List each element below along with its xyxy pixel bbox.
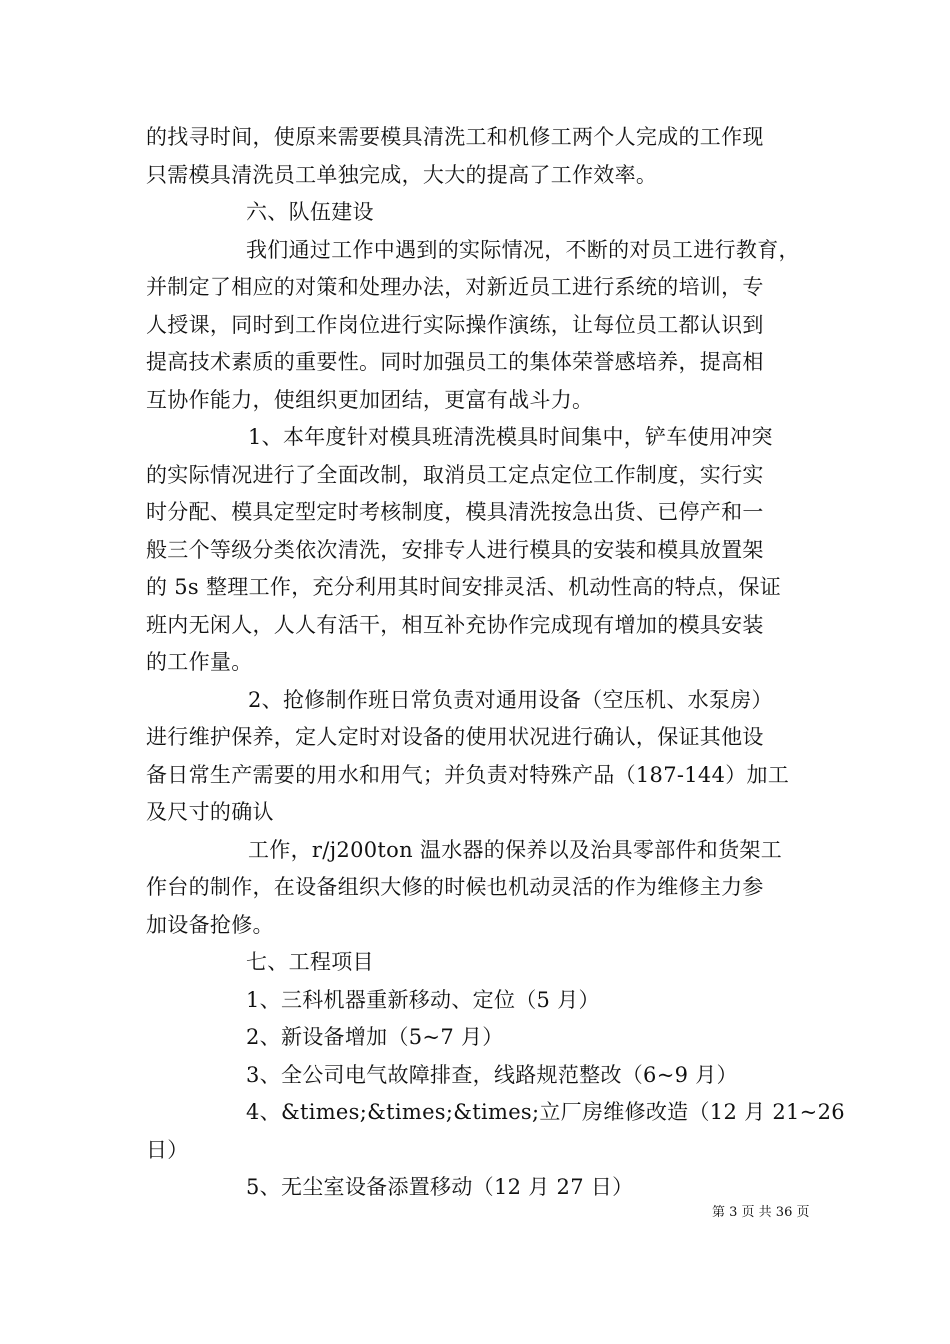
body-line: 的工作量。	[146, 650, 253, 674]
body-line: 作台的制作，在设备组织大修的时候也机动灵活的作为维修主力参	[146, 875, 764, 899]
list-item: 5、无尘室设备添置移动（12 月 27 日）	[246, 1175, 634, 1199]
body-line: 备日常生产需要的用水和用气；并负责对特殊产品（187-144）加工	[146, 763, 790, 787]
body-line: 提高技术素质的重要性。同时加强员工的集体荣誉感培养，提高相	[146, 350, 764, 374]
body-line: 的找寻时间，使原来需要模具清洗工和机修工两个人完成的工作现	[146, 125, 764, 149]
body-line: 加设备抢修。	[146, 913, 274, 937]
body-line: 我们通过工作中遇到的实际情况，不断的对员工进行教育，	[246, 238, 800, 262]
body-line: 只需模具清洗员工单独完成，大大的提高了工作效率。	[146, 163, 658, 187]
body-line: 的实际情况进行了全面改制，取消员工定点定位工作制度，实行实	[146, 463, 764, 487]
page-number: 第 3 页 共 36 页	[712, 1205, 810, 1220]
body-line: 时分配、模具定型定时考核制度，模具清洗按急出货、已停产和一	[146, 500, 764, 524]
body-line: 的 5s 整理工作，充分利用其时间安排灵活、机动性高的特点，保证	[146, 575, 782, 599]
list-item: 4、&times;&times;&times;立厂房维修改造（12 月 21~26	[246, 1100, 845, 1124]
body-line: 进行维护保养，定人定时对设备的使用状况进行确认，保证其他设	[146, 725, 764, 749]
list-item: 1、本年度针对模具班清洗模具时间集中，铲车使用冲突	[248, 425, 773, 449]
section-heading: 七、工程项目	[246, 950, 374, 974]
body-line: 班内无闲人，人人有活干，相互补充协作完成现有增加的模具安装	[146, 613, 764, 637]
body-line: 人授课，同时到工作岗位进行实际操作演练，让每位员工都认识到	[146, 313, 764, 337]
body-line: 并制定了相应的对策和处理办法，对新近员工进行系统的培训，专	[146, 275, 764, 299]
body-line: 般三个等级分类依次清洗，安排专人进行模具的安装和模具放置架	[146, 538, 764, 562]
list-item: 1、三科机器重新移动、定位（5 月）	[246, 988, 600, 1012]
body-line: 日）	[146, 1138, 189, 1162]
list-item: 2、新设备增加（5~7 月）	[246, 1025, 504, 1049]
body-line: 工作，r/j200ton 温水器的保养以及治具零部件和货架工	[248, 838, 782, 862]
list-item: 3、全公司电气故障排查，线路规范整改（6~9 月）	[246, 1063, 738, 1087]
list-item: 2、抢修制作班日常负责对通用设备（空压机、水泵房）	[248, 688, 773, 712]
section-heading: 六、队伍建设	[246, 200, 374, 224]
body-line: 互协作能力，使组织更加团结，更富有战斗力。	[146, 388, 594, 412]
body-line: 及尺寸的确认	[146, 800, 274, 824]
